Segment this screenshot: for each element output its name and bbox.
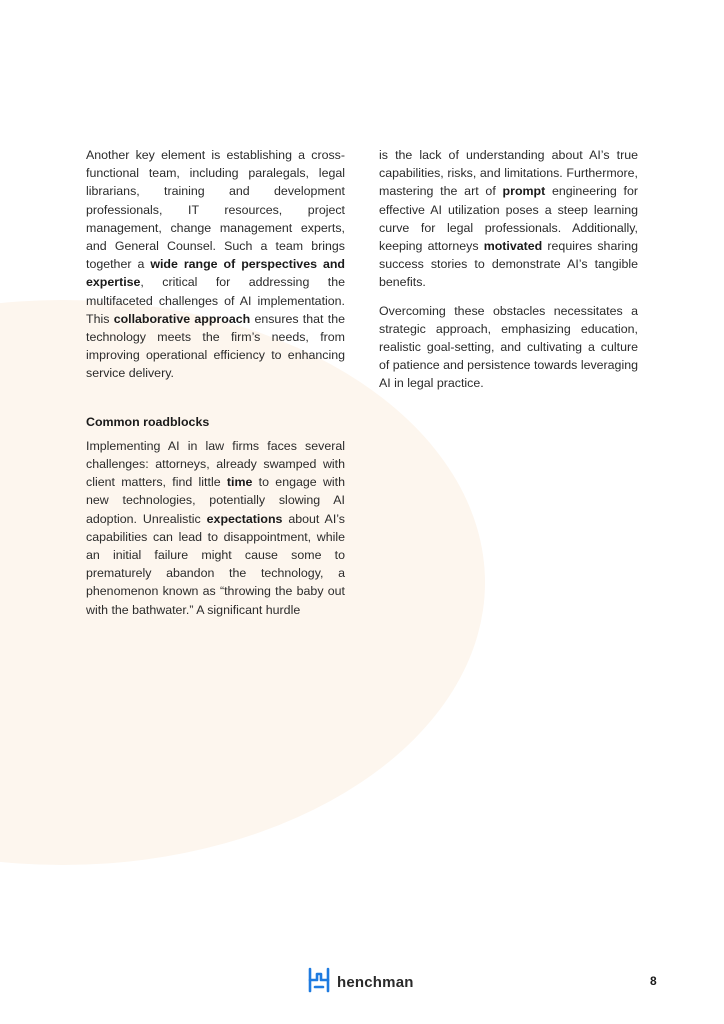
text-segment: requires sharing success stories to demonstrate AI’s tangible benefits.: [379, 239, 638, 290]
right-column: [379, 146, 638, 403]
text-segment: Implementing AI in law firms faces several challenges: attorneys, already swamped with client matters, find little: [86, 438, 345, 490]
text-segment: to engage with new technologies, potentially slowing AI adoption. Unrealistic: [86, 475, 345, 526]
paragraph-roadblocks: [86, 437, 345, 619]
section-heading: Common roadblocks: [86, 414, 210, 429]
text-segment: Another key element is establishing a cross-functional team, including paralegals, legal librarians, training and development professionals, IT resources, project management, change management experts, and General Counsel. Such a team brings together a: [86, 148, 345, 272]
footer-logo: [307, 967, 414, 998]
emphasis-text: wide range of perspectives and expertise: [86, 257, 345, 290]
emphasis-text: time: [226, 475, 253, 490]
left-column: [86, 146, 345, 629]
text-segment: , critical for addressing the multifaceted challenges of AI implementation. This: [86, 275, 345, 326]
paragraph-understanding: [379, 146, 638, 292]
emphasis-text: motivated: [483, 239, 543, 254]
emphasis-text: collaborative approach: [113, 311, 251, 326]
paragraph-team: [86, 146, 345, 383]
text-segment: engineering for effective AI utilization poses a steep learning curve for legal professionals. Additionally, keeping attorneys: [379, 184, 638, 254]
text-segment: is the lack of understanding about AI’s true capabilities, risks, and limitations. Furthermore, mastering the art of: [379, 148, 638, 199]
paragraph-overcoming: Overcoming these obstacles necessitates a strategic approach, emphasizing education, realistic goal-setting, and cultivating a culture of patience and persistence towards leveraging AI in legal practice.: [379, 303, 638, 391]
text-segment: ensures that the technology meets the firm’s needs, from improving operational efficiency to enhancing service delivery.: [86, 311, 345, 381]
henchman-logo-icon: [307, 967, 331, 998]
logo-wordmark: henchman: [337, 974, 414, 991]
page-number: 8: [650, 974, 657, 988]
emphasis-text: prompt: [502, 184, 546, 199]
emphasis-text: expectations: [206, 511, 283, 526]
text-segment: about AI’s capabilities can lead to disappointment, while an initial failure might cause some to prematurely abandon the technology, a phenomenon known as “throwing the baby out with the bathwater.” A significant hurdle: [86, 511, 345, 617]
